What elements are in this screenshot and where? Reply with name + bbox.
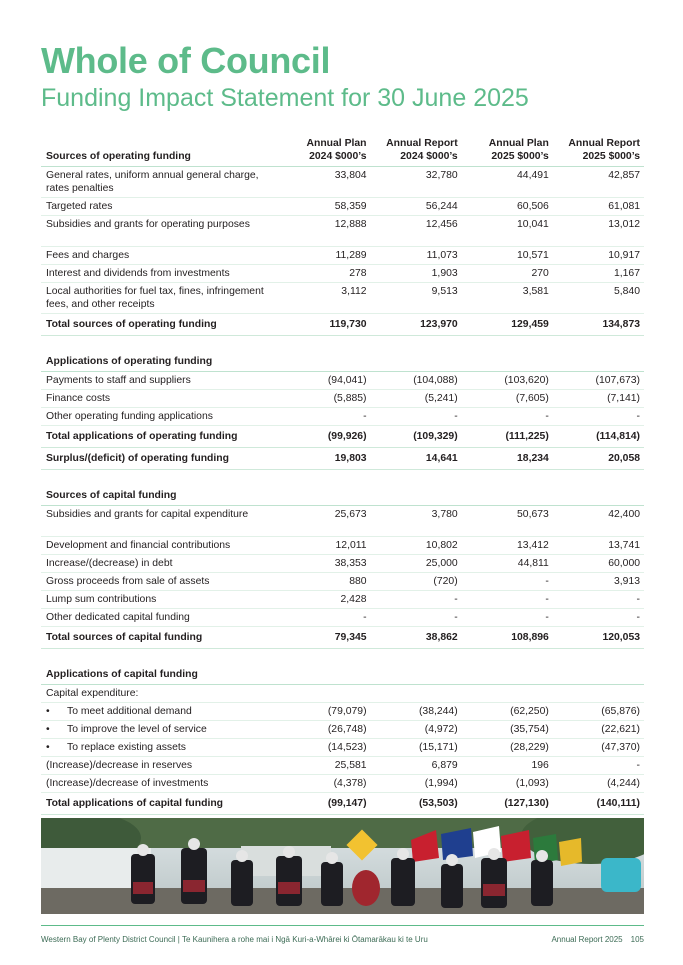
row-label: Increase/(decrease) in debt — [41, 555, 279, 573]
value-cell: (79,079) — [279, 703, 370, 721]
value-cell: 3,913 — [553, 573, 644, 591]
value-cell: (15,171) — [371, 739, 462, 757]
value-cell: 119,730 — [279, 314, 370, 336]
value-cell: (7,605) — [462, 390, 553, 408]
value-cell: 880 — [279, 573, 370, 591]
value-cell: 196 — [462, 757, 553, 775]
section-heading: Applications of capital funding — [41, 666, 644, 685]
value-cell: 12,456 — [371, 216, 462, 247]
total-label: Total applications of capital funding — [41, 793, 279, 815]
value-cell: 278 — [279, 265, 370, 283]
value-cell: 25,581 — [279, 757, 370, 775]
value-cell: - — [553, 609, 644, 627]
footer-council-name: Western Bay of Plenty District Council | Te Kaunihera a rohe mai i Ngā Kuri-a-Whārei ki Ōtamarākau ki te Uru — [41, 935, 428, 944]
value-cell: 13,412 — [462, 537, 553, 555]
table-row — [41, 757, 644, 775]
value-cell: 18,234 — [462, 448, 553, 470]
page-title: Whole of Council — [41, 40, 331, 81]
column-header: Annual Plan 2025 $000’s — [462, 137, 553, 167]
value-cell: 11,289 — [279, 247, 370, 265]
table-row — [41, 390, 644, 408]
value-cell: (26,748) — [279, 721, 370, 739]
column-header: Annual Report 2025 $000’s — [553, 137, 644, 167]
value-cell: 10,917 — [553, 247, 644, 265]
value-cell: 60,506 — [462, 198, 553, 216]
bullet-item-cell — [41, 739, 279, 757]
value-cell: - — [553, 408, 644, 426]
value-cell: - — [279, 408, 370, 426]
value-cell: (4,972) — [371, 721, 462, 739]
capital-expenditure-group — [41, 703, 644, 757]
row-label: Subsidies and grants for operating purposes — [41, 216, 279, 247]
value-cell: (107,673) — [553, 372, 644, 390]
row-label: (Increase)/decrease of investments — [41, 775, 279, 793]
table-row — [41, 739, 644, 757]
footer-divider — [41, 925, 644, 926]
bullet-item-cell — [41, 721, 279, 739]
value-cell: (28,229) — [462, 739, 553, 757]
table-row — [41, 372, 644, 390]
value-cell: 25,673 — [279, 506, 370, 537]
spacer-row — [41, 649, 644, 667]
value-cell: 11,073 — [371, 247, 462, 265]
value-cell: 12,011 — [279, 537, 370, 555]
section-heading-row — [41, 353, 644, 372]
value-cell: - — [553, 757, 644, 775]
section-heading-row — [41, 487, 644, 506]
value-cell: (5,241) — [371, 390, 462, 408]
table-row — [41, 216, 644, 247]
funding-impact-table — [41, 137, 644, 859]
table-row — [41, 247, 644, 265]
row-label: Subsidies and grants for capital expenditure — [41, 506, 279, 537]
section-heading-row — [41, 666, 644, 685]
table-header-row — [41, 137, 644, 167]
value-cell: 50,673 — [462, 506, 553, 537]
operating-applications-group — [41, 372, 644, 426]
operating-sources-group — [41, 167, 644, 314]
section-heading: Sources of operating funding — [41, 137, 279, 167]
row-label: Other operating funding applications — [41, 408, 279, 426]
value-cell: 33,804 — [279, 167, 370, 198]
value-cell: 3,780 — [371, 506, 462, 537]
value-cell: 42,857 — [553, 167, 644, 198]
row-label: To replace existing assets — [67, 742, 186, 753]
value-cell: (140,111) — [553, 793, 644, 815]
value-cell: (14,523) — [279, 739, 370, 757]
row-label: (Increase)/decrease in reserves — [41, 757, 279, 775]
bullet-icon: • — [46, 742, 50, 753]
row-label: Payments to staff and suppliers — [41, 372, 279, 390]
value-cell: (47,370) — [553, 739, 644, 757]
page-number: 105 — [630, 935, 644, 944]
total-row — [41, 793, 644, 815]
value-cell: (111,225) — [462, 426, 553, 448]
section-heading: Sources of capital funding — [41, 487, 644, 506]
table-row — [41, 265, 644, 283]
value-cell: 6,879 — [371, 757, 462, 775]
section-heading: Applications of operating funding — [41, 353, 644, 372]
value-cell: (114,814) — [553, 426, 644, 448]
table-row — [41, 555, 644, 573]
table-row — [41, 703, 644, 721]
row-label: Local authorities for fuel tax, fines, infringement fees, and other receipts — [41, 283, 279, 314]
capital-sources-group — [41, 506, 644, 627]
value-cell: (5,885) — [279, 390, 370, 408]
table-row — [41, 408, 644, 426]
spacer-row — [41, 470, 644, 488]
page-footer — [41, 935, 644, 944]
value-cell: (35,754) — [462, 721, 553, 739]
table-row — [41, 591, 644, 609]
footer-report-name: Annual Report 2025 — [551, 935, 623, 944]
value-cell: (7,141) — [553, 390, 644, 408]
value-cell: 3,581 — [462, 283, 553, 314]
value-cell: (4,244) — [553, 775, 644, 793]
value-cell: 42,400 — [553, 506, 644, 537]
value-cell: (1,994) — [371, 775, 462, 793]
value-cell: 10,041 — [462, 216, 553, 247]
table-row — [41, 685, 644, 703]
column-header: Annual Report 2024 $000’s — [371, 137, 462, 167]
total-row — [41, 426, 644, 448]
value-cell: 2,428 — [279, 591, 370, 609]
bullet-icon: • — [46, 724, 50, 735]
table-row — [41, 573, 644, 591]
value-cell: 38,862 — [371, 627, 462, 649]
row-label: Lump sum contributions — [41, 591, 279, 609]
value-cell: 79,345 — [279, 627, 370, 649]
value-cell: 56,244 — [371, 198, 462, 216]
value-cell: (99,926) — [279, 426, 370, 448]
row-label: To improve the level of service — [67, 724, 207, 735]
value-cell: 32,780 — [371, 167, 462, 198]
value-cell: (53,503) — [371, 793, 462, 815]
row-label: Targeted rates — [41, 198, 279, 216]
total-label: Surplus/(deficit) of operating funding — [41, 448, 279, 470]
table-row — [41, 609, 644, 627]
value-cell: 134,873 — [553, 314, 644, 336]
value-cell: (103,620) — [462, 372, 553, 390]
table-row — [41, 167, 644, 198]
row-label: Fees and charges — [41, 247, 279, 265]
operating-applications-total-group — [41, 426, 644, 448]
value-cell: - — [462, 573, 553, 591]
value-cell: (109,329) — [371, 426, 462, 448]
row-label: Other dedicated capital funding — [41, 609, 279, 627]
value-cell: 25,000 — [371, 555, 462, 573]
value-cell: 10,571 — [462, 247, 553, 265]
value-cell: (104,088) — [371, 372, 462, 390]
page-subtitle: Funding Impact Statement for 30 June 2025 — [41, 84, 529, 112]
value-cell: 44,811 — [462, 555, 553, 573]
value-cell: (62,250) — [462, 703, 553, 721]
value-cell: 120,053 — [553, 627, 644, 649]
value-cell: 1,903 — [371, 265, 462, 283]
operating-surplus-group — [41, 448, 644, 470]
value-cell: (1,093) — [462, 775, 553, 793]
capital-applications-group — [41, 757, 644, 793]
value-cell: 60,000 — [553, 555, 644, 573]
bullet-item-cell — [41, 703, 279, 721]
table-row — [41, 198, 644, 216]
spacer-row — [41, 336, 644, 354]
total-label: Total sources of capital funding — [41, 627, 279, 649]
value-cell: 270 — [462, 265, 553, 283]
row-label: Capital expenditure: — [41, 685, 644, 703]
value-cell: (99,147) — [279, 793, 370, 815]
value-cell: - — [553, 591, 644, 609]
operating-sources-total-group — [41, 314, 644, 336]
table-row — [41, 283, 644, 314]
bullet-icon: • — [46, 706, 50, 717]
row-label: Development and financial contributions — [41, 537, 279, 555]
row-label: Gross proceeds from sale of assets — [41, 573, 279, 591]
value-cell: (720) — [371, 573, 462, 591]
value-cell: (127,130) — [462, 793, 553, 815]
capital-applications-total-group — [41, 793, 644, 815]
value-cell: (22,621) — [553, 721, 644, 739]
value-cell: 9,513 — [371, 283, 462, 314]
table-row — [41, 775, 644, 793]
table-row — [41, 537, 644, 555]
value-cell: 61,081 — [553, 198, 644, 216]
row-label: Finance costs — [41, 390, 279, 408]
value-cell: (65,876) — [553, 703, 644, 721]
value-cell: 3,112 — [279, 283, 370, 314]
pipe-band-parade-photo — [41, 818, 644, 914]
value-cell: 20,058 — [553, 448, 644, 470]
value-cell: (38,244) — [371, 703, 462, 721]
value-cell: 13,012 — [553, 216, 644, 247]
total-row — [41, 627, 644, 649]
value-cell: - — [462, 408, 553, 426]
value-cell: - — [462, 591, 553, 609]
value-cell: - — [371, 408, 462, 426]
value-cell: 13,741 — [553, 537, 644, 555]
value-cell: 123,970 — [371, 314, 462, 336]
table-row — [41, 506, 644, 537]
value-cell: (94,041) — [279, 372, 370, 390]
table-row — [41, 721, 644, 739]
value-cell: 58,359 — [279, 198, 370, 216]
value-cell: - — [371, 591, 462, 609]
value-cell: 5,840 — [553, 283, 644, 314]
value-cell: - — [371, 609, 462, 627]
value-cell: 129,459 — [462, 314, 553, 336]
row-label: General rates, uniform annual general charge, rates penalties — [41, 167, 279, 198]
capital-sources-total-group — [41, 627, 644, 649]
total-row — [41, 314, 644, 336]
value-cell: 12,888 — [279, 216, 370, 247]
value-cell: - — [462, 609, 553, 627]
row-label: To meet additional demand — [67, 706, 192, 717]
total-row — [41, 448, 644, 470]
total-label: Total sources of operating funding — [41, 314, 279, 336]
value-cell: 14,641 — [371, 448, 462, 470]
total-label: Total applications of operating funding — [41, 426, 279, 448]
value-cell: 38,353 — [279, 555, 370, 573]
value-cell: 108,896 — [462, 627, 553, 649]
value-cell: 10,802 — [371, 537, 462, 555]
row-label: Interest and dividends from investments — [41, 265, 279, 283]
value-cell: 44,491 — [462, 167, 553, 198]
value-cell: 19,803 — [279, 448, 370, 470]
value-cell: 1,167 — [553, 265, 644, 283]
value-cell: - — [279, 609, 370, 627]
column-header: Annual Plan 2024 $000’s — [279, 137, 370, 167]
value-cell: (4,378) — [279, 775, 370, 793]
